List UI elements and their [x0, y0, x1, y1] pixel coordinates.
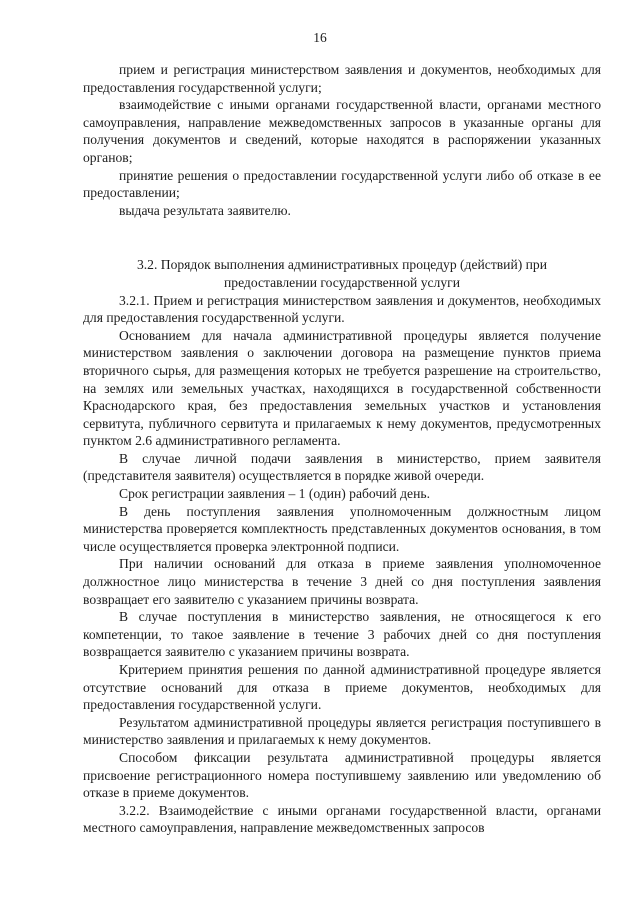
paragraph: Способом фиксации результата административной процедуры является присвоение регистрационного номера поступившему заявлению или уведомлению об отказе в приеме документов.: [83, 749, 601, 801]
paragraph: принятие решения о предоставлении государственной услуги либо об отказе в ее предоставлении;: [83, 167, 601, 201]
paragraph: 3.2.2. Взаимодействие с иными органами государственной власти, органами местного самоуправления, направление межведомственных запросов: [83, 802, 601, 836]
paragraph: прием и регистрация министерством заявления и документов, необходимых для предоставления государственной услуги;: [83, 62, 601, 95]
paragraph: выдача результата заявителю.: [119, 202, 291, 218]
paragraph: В день поступления заявления уполномоченным должностным лицом министерства проверяется комплектность представленных документов основания, в том числе осуществляется проверка электронной подписи.: [83, 503, 601, 554]
paragraph: При наличии оснований для отказа в приеме заявления уполномоченное должностное лицо министерства в течение 3 дней со дня поступления заявления возвращает его заявителю с указанием причины возврата.: [83, 556, 601, 607]
page-number: 16: [313, 30, 327, 45]
paragraph: В случае личной подачи заявления в министерство, прием заявителя (представителя заявителя) осуществляется в порядке живой очереди.: [83, 450, 601, 484]
section-heading: 3.2. Порядок выполнения административных процедур (действий) при предоставлении государственной услуги: [136, 257, 547, 290]
paragraph: взаимодействие с иными органами государственной власти, органами местного самоуправления, направление межведомственных запросов в указанные органы для получения документов и сведений, которые находятся в распоряжении указанных органов;: [83, 97, 601, 165]
paragraph: Критерием принятия решения по данной административной процедуре является отсутствие оснований для отказа в приеме документов, необходимых для предоставления государственной услуги.: [83, 662, 601, 713]
section-spacer: [83, 219, 601, 256]
paragraph: Результатом административной процедуры является регистрация поступившего в министерство заявления и прилагаемых к нему документов.: [83, 714, 601, 748]
paragraph: Основанием для начала административной процедуры является получение министерством заявления о заключении договора на размещение пунктов приема вторичного сырья, для размещения которых не требуется разрешение на строительство, на землях или земельных участках, находящихся в государственной собственности Краснодарского края, без предоставления земельных участков и установления сервитута, публичного сервитута и прилагаемых к нему документов, предусмотренных пунктом 2.6 административного регламента.: [83, 327, 601, 449]
paragraph: В случае поступления в министерство заявления, не относящегося к его компетенции, то такое заявление в течение 3 рабочих дней со дня поступления возвращается заявителю с указанием причины возврата.: [83, 609, 601, 660]
paragraph: 3.2.1. Прием и регистрация министерством заявления и документов, необходимых для предоставления государственной услуги.: [83, 292, 601, 326]
paragraph: Срок регистрации заявления – 1 (один) рабочий день.: [119, 486, 430, 502]
document-body: [83, 61, 601, 837]
